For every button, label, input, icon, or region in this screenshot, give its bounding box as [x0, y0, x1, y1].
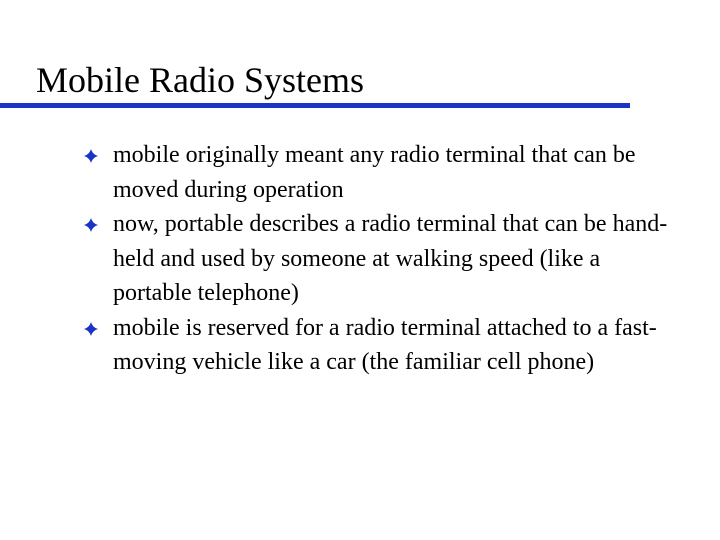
diamond-bullet-icon	[84, 149, 98, 163]
bullet-item	[84, 138, 684, 207]
bullet-item	[84, 311, 684, 380]
bullet-item	[84, 207, 684, 311]
bullet-list	[84, 138, 684, 380]
bullet-text: mobile originally meant any radio terminal that can be moved during operation	[113, 142, 636, 203]
slide-title: Mobile Radio Systems	[36, 60, 365, 100]
bullet-text: now, portable describes a radio terminal that can be hand-held and used by someone at walking speed (like a portable telephone)	[113, 211, 668, 306]
title-underline	[0, 103, 630, 108]
diamond-bullet-icon	[84, 322, 98, 336]
diamond-bullet-icon	[84, 218, 98, 232]
bullet-text: mobile is reserved for a radio terminal attached to a fast-moving vehicle like a car (the familiar cell phone)	[113, 314, 657, 375]
